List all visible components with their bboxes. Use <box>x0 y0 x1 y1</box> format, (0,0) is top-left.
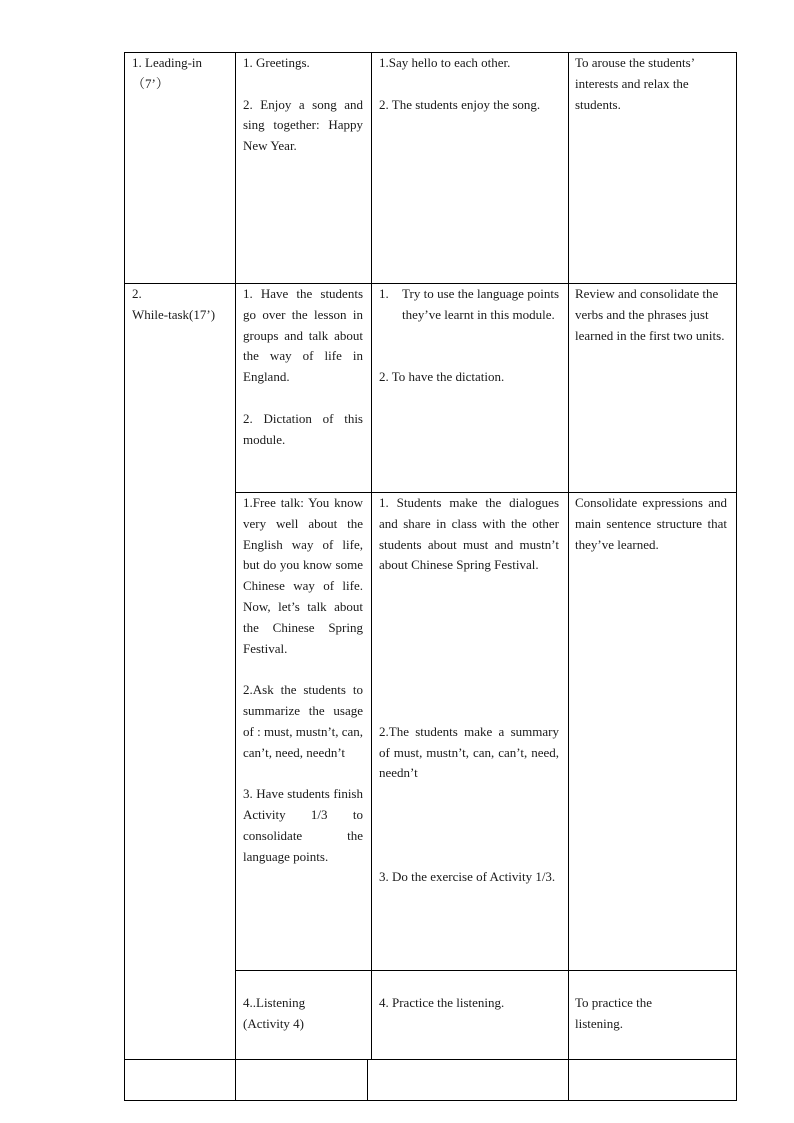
purpose-text: To arouse the students’ interests and relax the students. <box>575 55 695 112</box>
student-activity-text: Try to use the language points they’ve learnt in this module. <box>402 286 559 322</box>
teacher-activity-cell <box>243 284 363 450</box>
student-activity-cell <box>379 284 559 388</box>
teacher-activity-cell <box>243 993 333 1035</box>
purpose-cell <box>575 284 727 346</box>
stage-time: （7’） <box>132 75 169 91</box>
student-activity-cell <box>379 993 559 1014</box>
purpose-text: Consolidate expressions and main sentence structure that they’ve learned. <box>575 495 727 552</box>
stage-time: While-task(17’) <box>132 306 216 322</box>
student-activity-cell <box>379 493 559 888</box>
table-border-right <box>736 52 737 1101</box>
stage-label: 2. <box>132 286 142 301</box>
student-activity-item: 2.The students make a summary of must, mustn’t, can, can’t, need, needn’t <box>379 723 559 781</box>
student-activity-cell <box>379 53 559 115</box>
stage-label: 1. Leading-in <box>132 55 203 70</box>
student-activity-item: 1. Students make the dialogues and share in class with the other students about must and mustn’t about Chinese Spring Festival. <box>379 495 559 573</box>
table-border-bottom <box>124 1100 737 1101</box>
table-col-divider-2-bottom <box>367 1059 368 1101</box>
table-rule-row4 <box>124 1059 737 1060</box>
purpose-cell <box>575 53 727 115</box>
table-col-divider-1 <box>235 52 236 1101</box>
purpose-text: To practice the listening. <box>575 995 653 1031</box>
purpose-cell <box>575 493 727 555</box>
teacher-activity-item: 1.Free talk: You know very well about the English way of life, but do you know some Chinese way of life. Now, let’s talk about the Chinese Spring Festival. <box>243 495 363 656</box>
student-activity-item: 2. To have the dictation. <box>379 369 505 385</box>
stage-cell-while-task <box>132 284 230 326</box>
list-number: 1. <box>379 286 389 301</box>
table-col-divider-3 <box>568 52 569 1101</box>
teacher-activity-item: 1. Have the students go over the lesson in groups and talk about the way of life in England. <box>243 286 363 385</box>
purpose-cell <box>575 993 685 1035</box>
teacher-activity-item: 2.Ask the students to summarize the usage of : must, mustn’t, can, can’t, need, needn’t <box>243 682 364 760</box>
stage-cell-leading-in <box>132 53 230 95</box>
teacher-activity-item: 3. Have students finish Activity 1/3 to consolidate the language points. <box>243 786 363 864</box>
purpose-text: Review and consolidate the verbs and the phrases just learned in the first two units. <box>575 286 725 343</box>
table-col-divider-2 <box>371 52 372 1060</box>
teacher-activity-item: 4..Listening (Activity 4) <box>243 995 306 1031</box>
table-rule-row3 <box>235 970 737 971</box>
student-activity-item: 2. The students enjoy the song. <box>379 96 541 112</box>
table-border-left <box>124 52 125 1101</box>
student-activity-item: 1.Say hello to each other. <box>379 55 511 70</box>
teacher-activity-cell <box>243 53 363 157</box>
teacher-activity-cell <box>243 493 363 867</box>
teacher-activity-item: 2. Dictation of this module. <box>243 410 363 447</box>
teacher-activity-item: 2. Enjoy a song and sing together: Happy New Year. <box>243 96 363 154</box>
student-activity-item <box>379 284 559 326</box>
student-activity-item: 3. Do the exercise of Activity 1/3. <box>379 869 556 885</box>
student-activity-item: 4. Practice the listening. <box>379 995 505 1010</box>
teacher-activity-item: 1. Greetings. <box>243 55 310 70</box>
